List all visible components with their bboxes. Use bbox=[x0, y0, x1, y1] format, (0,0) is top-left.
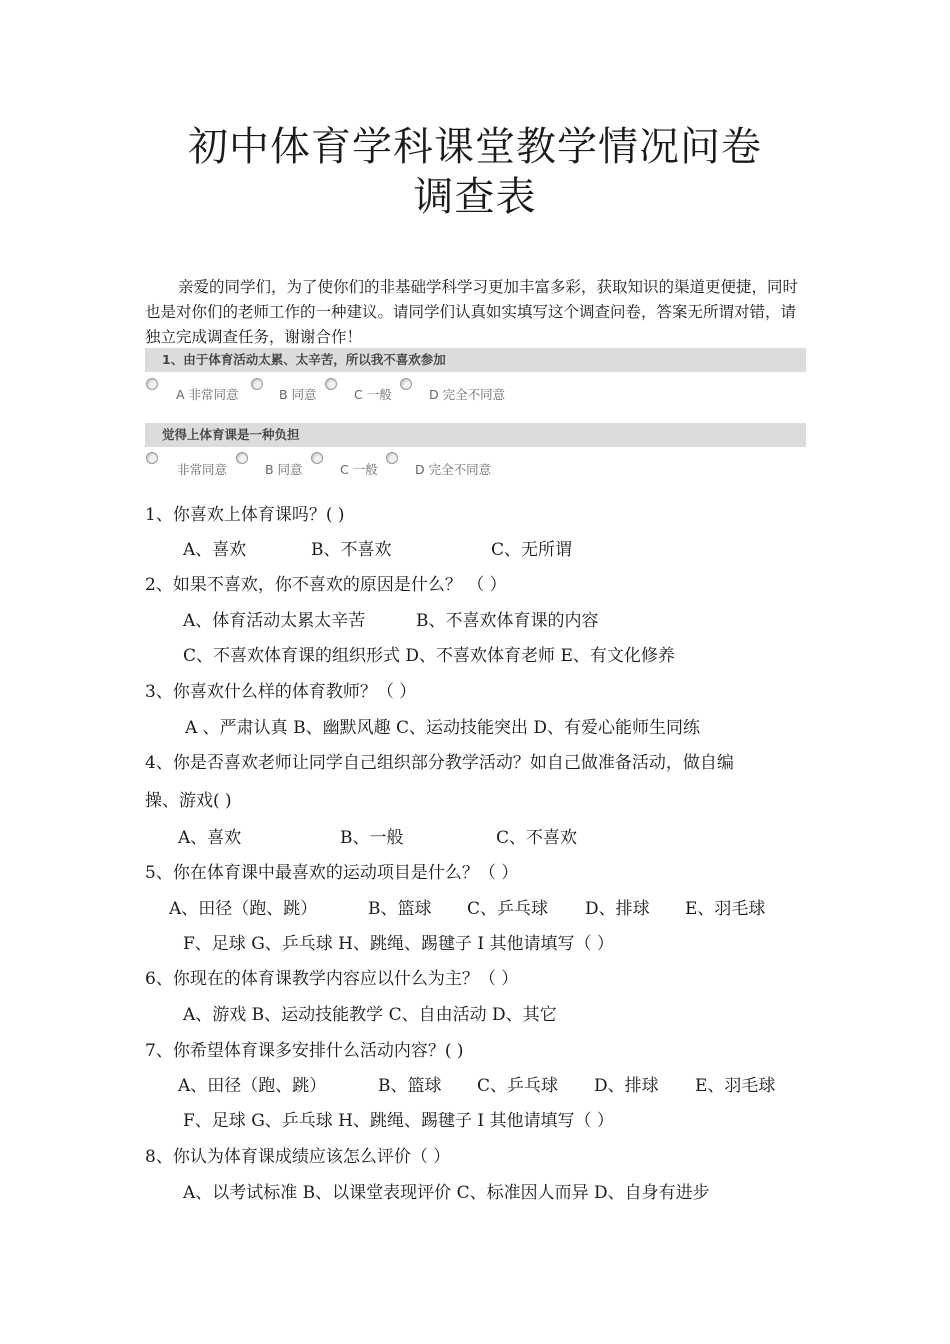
option-label: 非常同意 bbox=[177, 462, 228, 477]
question-3-options: A 、严肃认真 B、幽默风趣 C、运动技能突出 D、有爱心能师生同练 bbox=[185, 718, 701, 738]
question-4-option-a: A、喜欢 bbox=[178, 828, 242, 848]
question-7: 7、你希望体育课多安排什么活动内容？( ) bbox=[145, 1041, 464, 1061]
question-3: 3、你喜欢什么样的体育教师？（ ） bbox=[145, 682, 417, 702]
option-label: D 完全不同意 bbox=[429, 387, 506, 402]
option-label: B 同意 bbox=[265, 462, 303, 477]
question-4-line-1: 4、你是否喜欢老师让同学自己组织部分教学活动？如自己做准备活动，做自编 bbox=[145, 753, 734, 773]
title-line-1: 初中体育学科课堂教学情况问卷 bbox=[188, 124, 762, 170]
radio-icon[interactable] bbox=[400, 378, 412, 390]
radio-icon[interactable] bbox=[236, 452, 248, 464]
question-5-option-d: D、排球 bbox=[585, 899, 650, 919]
form-question-2-header: 觉得上体育课是一种负担 bbox=[145, 423, 806, 447]
radio-icon[interactable] bbox=[146, 378, 158, 390]
question-4-option-b: B、一般 bbox=[340, 828, 404, 848]
question-2: 2、如果不喜欢，你不喜欢的原因是什么？ （ ） bbox=[145, 575, 507, 595]
question-6-options: A、游戏 B、运动技能教学 C、自由活动 D、其它 bbox=[183, 1005, 557, 1025]
question-5-option-b: B、篮球 bbox=[368, 899, 432, 919]
question-5: 5、你在体育课中最喜欢的运动项目是什么？（ ） bbox=[145, 863, 519, 883]
option-label: C 一般 bbox=[354, 387, 392, 402]
question-1-option-c: C、无所谓 bbox=[491, 540, 573, 560]
question-1: 1、你喜欢上体育课吗？( ) bbox=[145, 505, 345, 525]
radio-icon[interactable] bbox=[386, 452, 398, 464]
radio-icon[interactable] bbox=[311, 452, 323, 464]
radio-icon[interactable] bbox=[146, 452, 158, 464]
question-7-option-c: C、乒乓球 bbox=[477, 1076, 559, 1096]
page-title bbox=[0, 122, 950, 222]
question-5-option-e: E、羽毛球 bbox=[685, 899, 766, 919]
question-8-options: A、以考试标准 B、以课堂表现评价 C、标准因人而异 D、自身有进步 bbox=[183, 1183, 710, 1203]
question-4-line-2: 操、游戏( ) bbox=[145, 791, 232, 811]
question-8: 8、你认为体育课成绩应该怎么评价（ ） bbox=[145, 1147, 451, 1167]
question-1-option-a: A、喜欢 bbox=[183, 540, 247, 560]
option-label: B 同意 bbox=[279, 387, 317, 402]
question-7-option-d: D、排球 bbox=[594, 1076, 659, 1096]
question-2-option-b: B、不喜欢体育课的内容 bbox=[416, 611, 599, 631]
title-line-2: 调查表 bbox=[413, 174, 537, 220]
option-label: A 非常同意 bbox=[176, 387, 239, 402]
question-5-options-fghi: F、足球 G、乒乓球 H、跳绳、踢毽子 I 其他请填写（ ） bbox=[183, 934, 614, 954]
question-5-option-a: A、田径（跑、跳） bbox=[169, 899, 318, 919]
radio-icon[interactable] bbox=[325, 378, 337, 390]
question-6: 6、你现在的体育课教学内容应以什么为主？（ ） bbox=[145, 969, 519, 989]
question-4-option-c: C、不喜欢 bbox=[496, 828, 578, 848]
question-1-option-b: B、不喜欢 bbox=[311, 540, 392, 560]
question-7-option-e: E、羽毛球 bbox=[695, 1076, 776, 1096]
question-2-options-cde: C、不喜欢体育课的组织形式 D、不喜欢体育老师 E、有文化修养 bbox=[183, 646, 675, 666]
question-5-option-c: C、乒乓球 bbox=[467, 899, 549, 919]
question-2-option-a: A、体育活动太累太辛苦 bbox=[183, 611, 366, 631]
question-7-option-b: B、篮球 bbox=[378, 1076, 442, 1096]
radio-icon[interactable] bbox=[251, 378, 263, 390]
form-question-1-header: 1、由于体育活动太累、太辛苦，所以我不喜欢参加 bbox=[145, 348, 806, 372]
intro-paragraph: 亲爱的同学们，为了使你们的非基础学科学习更加丰富多彩，获取知识的渠道更便捷，同时也是对你们的老师工作的一种建议。请同学们认真如实填写这个调查问卷，答案无所谓对错，请独立完成调查任务，谢谢合作！ bbox=[145, 278, 799, 346]
option-label: D 完全不同意 bbox=[415, 462, 492, 477]
option-label: C 一般 bbox=[340, 462, 378, 477]
question-7-option-a: A、田径（跑、跳） bbox=[178, 1076, 327, 1096]
question-7-options-fghi: F、足球 G、乒乓球 H、跳绳、踢毽子 I 其他请填写（ ） bbox=[183, 1111, 614, 1131]
